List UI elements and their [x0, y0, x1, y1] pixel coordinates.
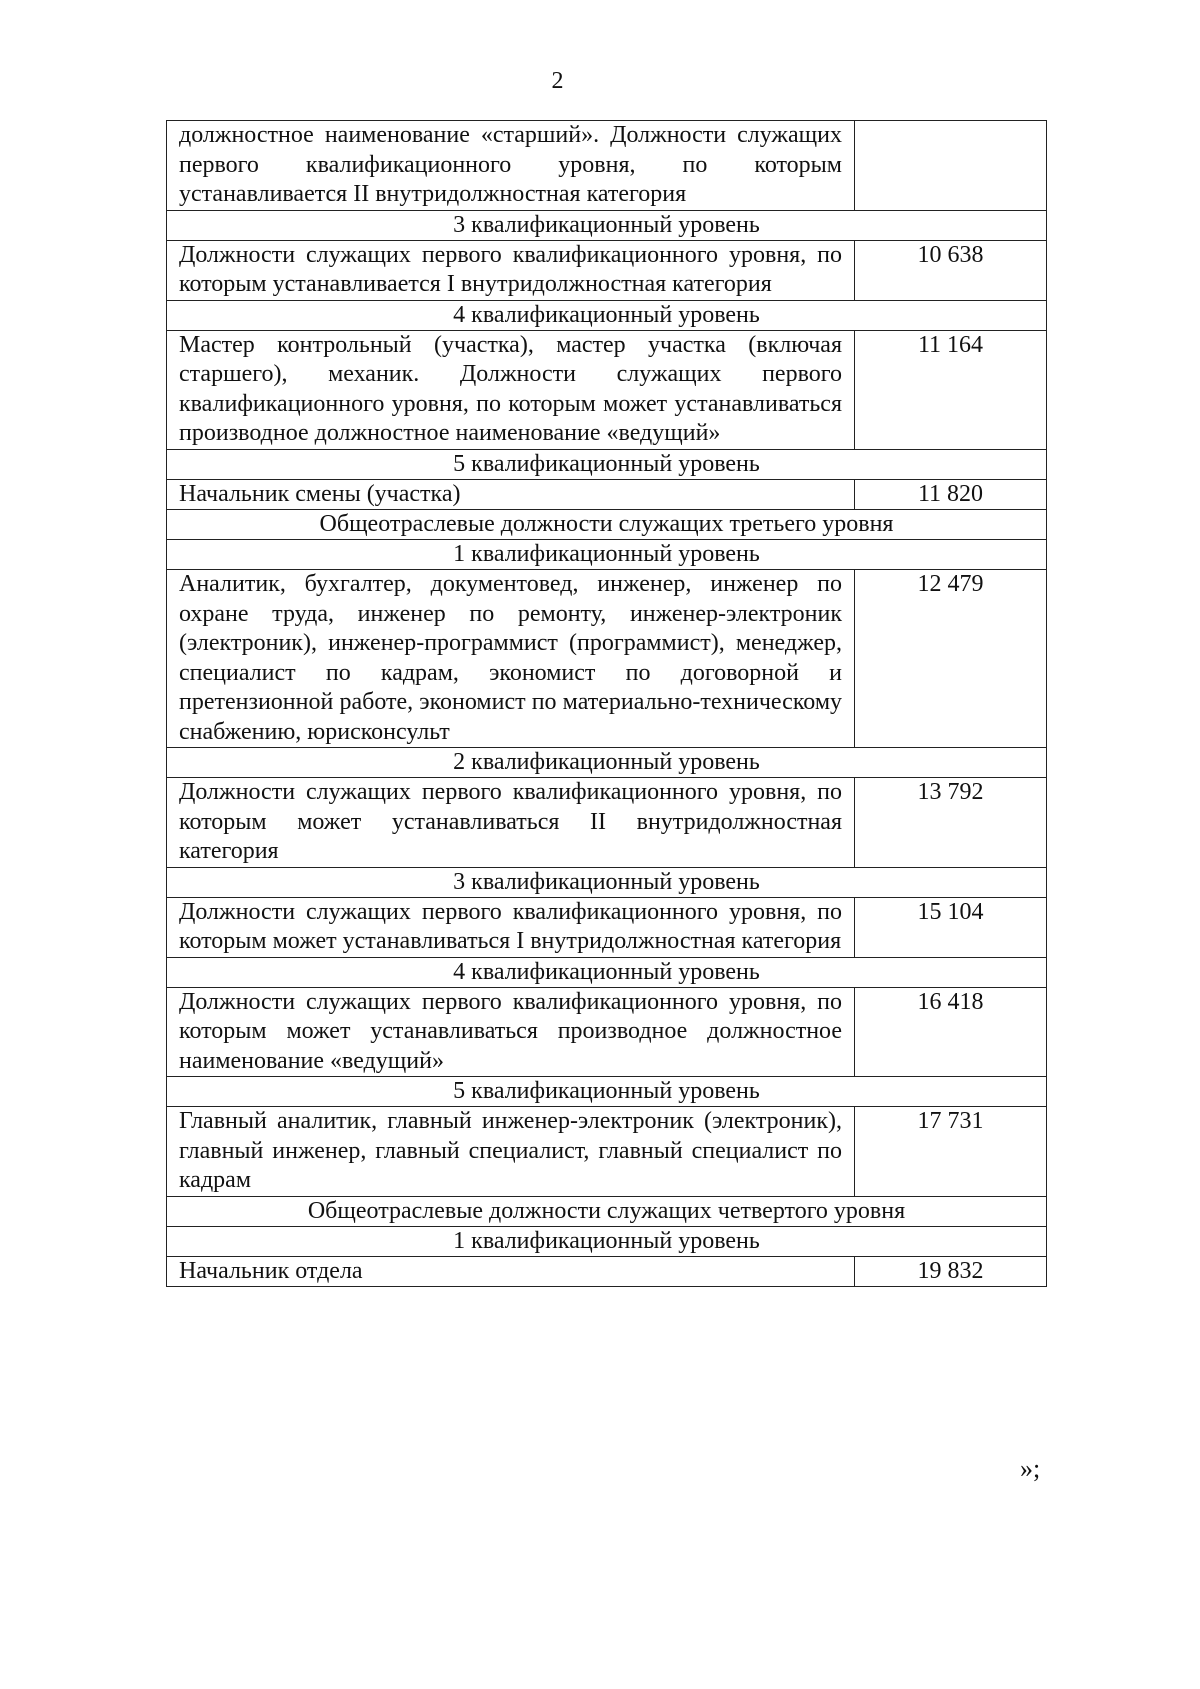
section-heading: 3 квалификационный уровень	[167, 210, 1047, 240]
section-heading: Общеотраслевые должности служащих четвертого уровня	[167, 1196, 1047, 1226]
section-heading-row	[167, 867, 1047, 897]
position-description: Должности служащих первого квалификационного уровня, по которым может устанавливаться II внутридолжностная категория	[167, 778, 855, 868]
section-heading-row	[167, 300, 1047, 330]
section-heading: 3 квалификационный уровень	[167, 867, 1047, 897]
section-heading-row	[167, 957, 1047, 987]
section-heading-row	[167, 1077, 1047, 1107]
table-row	[167, 479, 1047, 510]
section-heading-row	[167, 1196, 1047, 1226]
section-heading-row	[167, 210, 1047, 240]
section-heading: 4 квалификационный уровень	[167, 300, 1047, 330]
salary-value: 10 638	[855, 240, 1047, 300]
position-description: Должности служащих первого квалификационного уровня, по которым устанавливается I внутридолжностная категория	[167, 240, 855, 300]
table-row	[167, 121, 1047, 211]
section-heading: 5 квалификационный уровень	[167, 449, 1047, 479]
table-row	[167, 240, 1047, 300]
section-heading: 5 квалификационный уровень	[167, 1077, 1047, 1107]
position-description: должностное наименование «старший». Должности служащих первого квалификационного уровня, по которым устанавливается II внутридолжностная категория	[167, 121, 855, 211]
table-row	[167, 778, 1047, 868]
salary-value: 12 479	[855, 570, 1047, 748]
position-description: Мастер контрольный (участка), мастер участка (включая старшего), механик. Должности служащих первого квалификационного уровня, по которым может устанавливаться производное должностное наименование «ведущий»	[167, 330, 855, 449]
salary-value: 11 820	[855, 479, 1047, 510]
table-row	[167, 1107, 1047, 1197]
section-heading: 1 квалификационный уровень	[167, 540, 1047, 570]
page-number: 2	[551, 68, 564, 94]
section-heading-row	[167, 748, 1047, 778]
salary-value: 16 418	[855, 987, 1047, 1077]
salary-value: 11 164	[855, 330, 1047, 449]
salary-value: 17 731	[855, 1107, 1047, 1197]
salary-value	[855, 121, 1047, 211]
table-row	[167, 1256, 1047, 1287]
section-heading-row	[167, 510, 1047, 540]
position-description: Главный аналитик, главный инженер-электроник (электроник), главный инженер, главный специалист, главный специалист по кадрам	[167, 1107, 855, 1197]
section-heading-row	[167, 1226, 1047, 1256]
closing-quote-mark: »;	[1020, 1454, 1041, 1483]
position-description: Должности служащих первого квалификационного уровня, по которым может устанавливаться I внутридолжностная категория	[167, 897, 855, 957]
section-heading: 1 квалификационный уровень	[167, 1226, 1047, 1256]
table-row	[167, 897, 1047, 957]
salary-value: 13 792	[855, 778, 1047, 868]
salary-table	[166, 120, 1047, 1287]
section-heading: 4 квалификационный уровень	[167, 957, 1047, 987]
table-row	[167, 987, 1047, 1077]
salary-value: 15 104	[855, 897, 1047, 957]
section-heading: 2 квалификационный уровень	[167, 748, 1047, 778]
position-description: Начальник смены (участка)	[167, 479, 855, 510]
table-body	[167, 121, 1047, 1287]
position-description: Должности служащих первого квалификационного уровня, по которым может устанавливаться производное должностное наименование «ведущий»	[167, 987, 855, 1077]
position-description: Начальник отдела	[167, 1256, 855, 1287]
table-row	[167, 330, 1047, 449]
section-heading-row	[167, 540, 1047, 570]
section-heading-row	[167, 449, 1047, 479]
position-description: Аналитик, бухгалтер, документовед, инженер, инженер по охране труда, инженер по ремонту, инженер-электроник (электроник), инженер-программист (программист), менеджер, специалист по кадрам, экономист по договорной и претензионной работе, экономист по материально-техническому снабжению, юрисконсульт	[167, 570, 855, 748]
table-row	[167, 570, 1047, 748]
section-heading: Общеотраслевые должности служащих третьего уровня	[167, 510, 1047, 540]
salary-value: 19 832	[855, 1256, 1047, 1287]
